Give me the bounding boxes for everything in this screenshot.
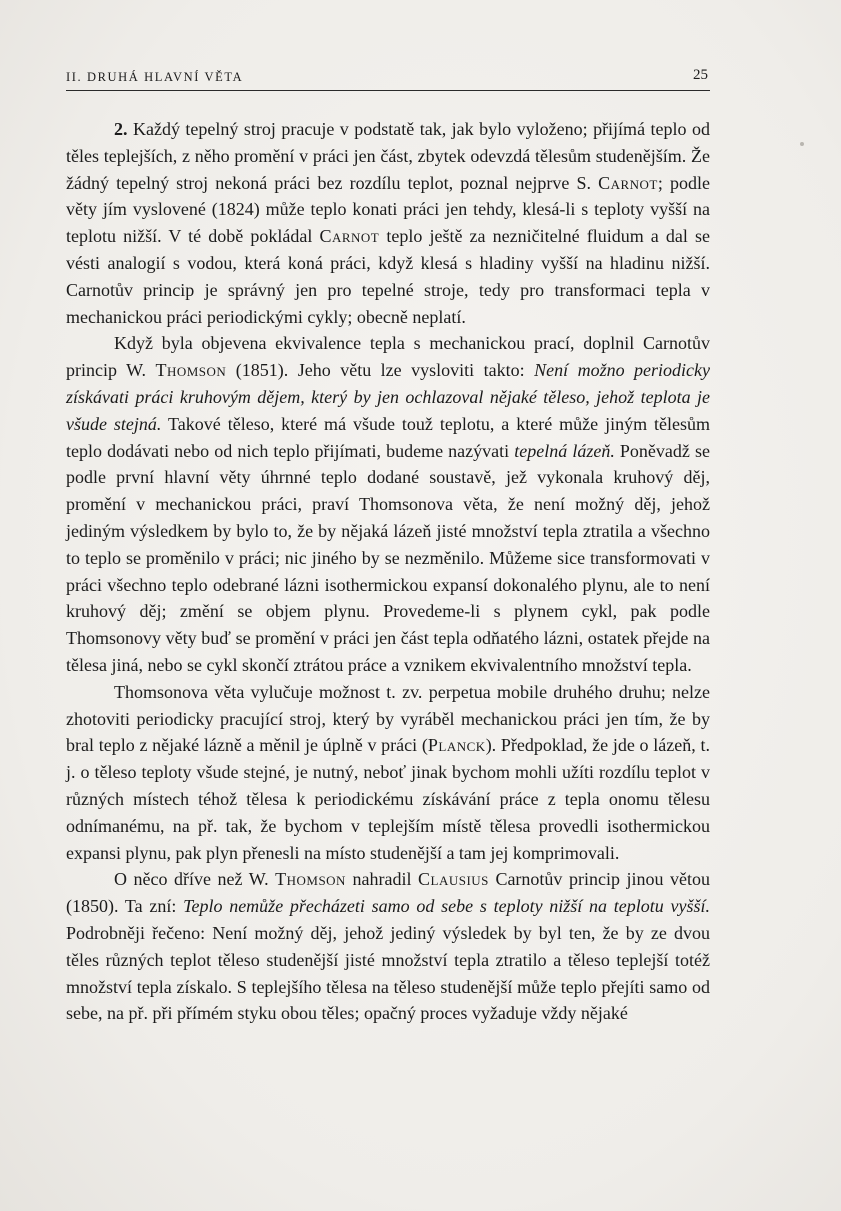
paragraph-1: 2. Každý tepelný stroj pracuje v podstatě tak, jak bylo vyloženo; přijímá teplo od těles teplejších, z něho promění v práci jen část, zbytek odevzdá tělesům studenějším. Že žádný tepelný stroj nekoná práci bez rozdílu teplot, poznal nejprve S. Carnot; podle věty jím vyslovené (1824) může teplo konati práci jen tehdy, klesá-li s teploty vyšší na teplotu nižší. V té době pokládal Carnot teplo ještě za nezničitelné fluidum a dal se vésti analogií s vodou, která koná práci, když klesá s hladiny vyšší na hladinu nižší. Carnotův princip je správný jen pro tepelné stroje, tedy pro transformaci tepla v mechanickou práci periodickými cykly; obecně neplatí. — [66, 119, 710, 327]
page-number: 25 — [693, 67, 708, 83]
person-name: Carnot — [319, 226, 380, 247]
emphasized-term: tepelná lázeň. — [514, 440, 615, 461]
emphasized-statement: Teplo nemůže přecházeti samo od sebe s teploty nižší na teplotu vyšší. — [183, 896, 711, 917]
page-header — [66, 66, 710, 91]
person-name: Carnot — [598, 172, 658, 193]
paragraph-4: O něco dříve než W. Thomson nahradil Clausius Carnotův princip jinou větou (1850). Ta zní: Teplo nemůže přecházeti samo od sebe s teploty nižší na teplotu vyšší. Podrobněji řečeno: Není možný děj, jehož jediný výsledek by byl ten, že by ze dvou těles různých teplot těleso studenější jisté množství tepla ztratilo a těleso teplejší totéž množství tepla získalo. S teplejšího tělesa na těleso studenější může teplo přejíti samo od sebe, na př. při přímém styku obou těles; opačný proces vyžaduje vždy nějaké — [66, 869, 711, 1024]
paper-speck — [800, 142, 804, 146]
body-text — [66, 116, 710, 1027]
paragraph-3: Thomsonova věta vylučuje možnost t. zv. perpetua mobile druhého druhu; nelze zhotoviti periodicky pracující stroj, který by vyráběl mechanickou práci jen tím, že by bral teplo z nějaké lázně a měnil je úplně v práci (Planck). Předpoklad, že jde o lázeň, t. j. o těleso teploty všude stejné, je nutný, neboť jinak bychom mohli užíti rozdílu teplot v různých místech téhož tělesa k periodickému získávání práce z tepla onomu tělesu odnímanému, na př. tak, že bychom v teplejším místě tělesa provedli isothermickou expansi plynu, pak plyn přenesli na místo studenější a tam jej komprimovali. — [66, 681, 710, 863]
running-head: II. DRUHÁ HLAVNÍ VĚTA — [66, 70, 244, 84]
person-name: Planck — [427, 735, 486, 756]
paragraph-2: Když byla objevena ekvivalence tepla s mechanickou prací, doplnil Carnotův princip W. Thomson (1851). Jeho větu lze vysloviti takto: Není možno periodicky získávati práci kruhovým dějem, který by jen ochlazoval nějaké těleso, jehož teplota je všude stejná. Takové těleso, které má všude touž teplotu, a které může jiným tělesům teplo dodávati nebo od nich teplo přijímati, budeme nazývati tepelná lázeň. Poněvadž se podle první hlavní věty úhrnné teplo dodané soustavě, jež vykonala kruhový děj, promění v mechanickou práci, praví Thomsonova věta, že není možný děj, jehož jediným výsledkem by bylo to, že by nějaká lázeň jisté množství tepla ztratila a všechno to teplo se proměnilo v práci; nic jiného by se nezměnilo. Můžeme sice transformovati v práci všechno teplo odebrané lázni isothermickou expansí dokonalého plynu, ale to není kruhový děj; změní se objem plynu. Provedeme-li s plynem cykl, pak podle Thomsonovy věty buď se promění v práci jen část tepla odňatého lázni, ostatek přejde na tělesa jiná, nebo se cykl skončí ztrátou práce a vznikem ekvivalentního množství tepla. — [66, 333, 711, 675]
emphasized-statement: Není možno periodicky získávati práci kruhovým dějem, který by jen ochlazoval nějaké těleso, jehož teplota je všude stejná. — [66, 360, 711, 434]
person-name: Thomson — [275, 869, 346, 890]
person-name: Thomson — [155, 360, 227, 381]
person-name: Clausius — [418, 869, 489, 890]
section-number: 2. — [114, 119, 128, 139]
